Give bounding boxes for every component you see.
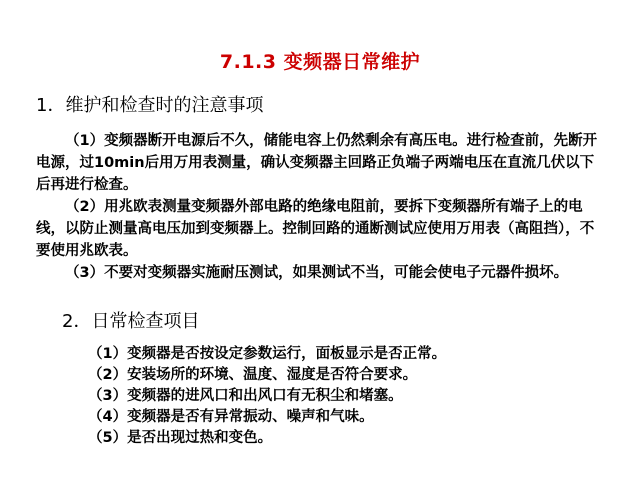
list-item: （2）安装场所的环境、温度、湿度是否符合要求。 <box>88 367 418 383</box>
section-heading-daily-check: 2．日常检查项目 <box>62 311 200 332</box>
precaution-paragraph: （1）变频器断开电源后不久，储能电容上仍然剩余有高压电。进行检查前，先断开电源，过10min后用万用表测量，确认变频器主回路正负端子两端电压在直流几伏以下后再进行检查。 <box>36 133 598 193</box>
daily-check-list <box>88 344 608 449</box>
list-item: （5）是否出现过热和变色。 <box>88 430 273 446</box>
list-item: （1）变频器是否按设定参数运行，面板显示是否正常。 <box>88 346 447 362</box>
list-item: （3）变频器的进风口和出风口有无积尘和堵塞。 <box>88 388 403 404</box>
precaution-paragraph: （3）不要对变频器实施耐压测试，如果测试不当，可能会使电子元器件损坏。 <box>65 265 569 281</box>
precautions-paragraphs <box>36 130 606 284</box>
slide-title: 7.1.3 变频器日常维护 <box>219 51 421 73</box>
section-heading-precautions: 1．维护和检查时的注意事项 <box>36 95 264 116</box>
precaution-paragraph: （2）用兆欧表测量变频器外部电路的绝缘电阻前，要拆下变频器所有端子上的电线，以防止测量高电压加到变频器上。控制回路的通断测试应使用万用表（高阻挡），不要使用兆欧表。 <box>36 199 595 259</box>
list-item: （4）变频器是否有异常振动、噪声和气味。 <box>88 409 374 425</box>
